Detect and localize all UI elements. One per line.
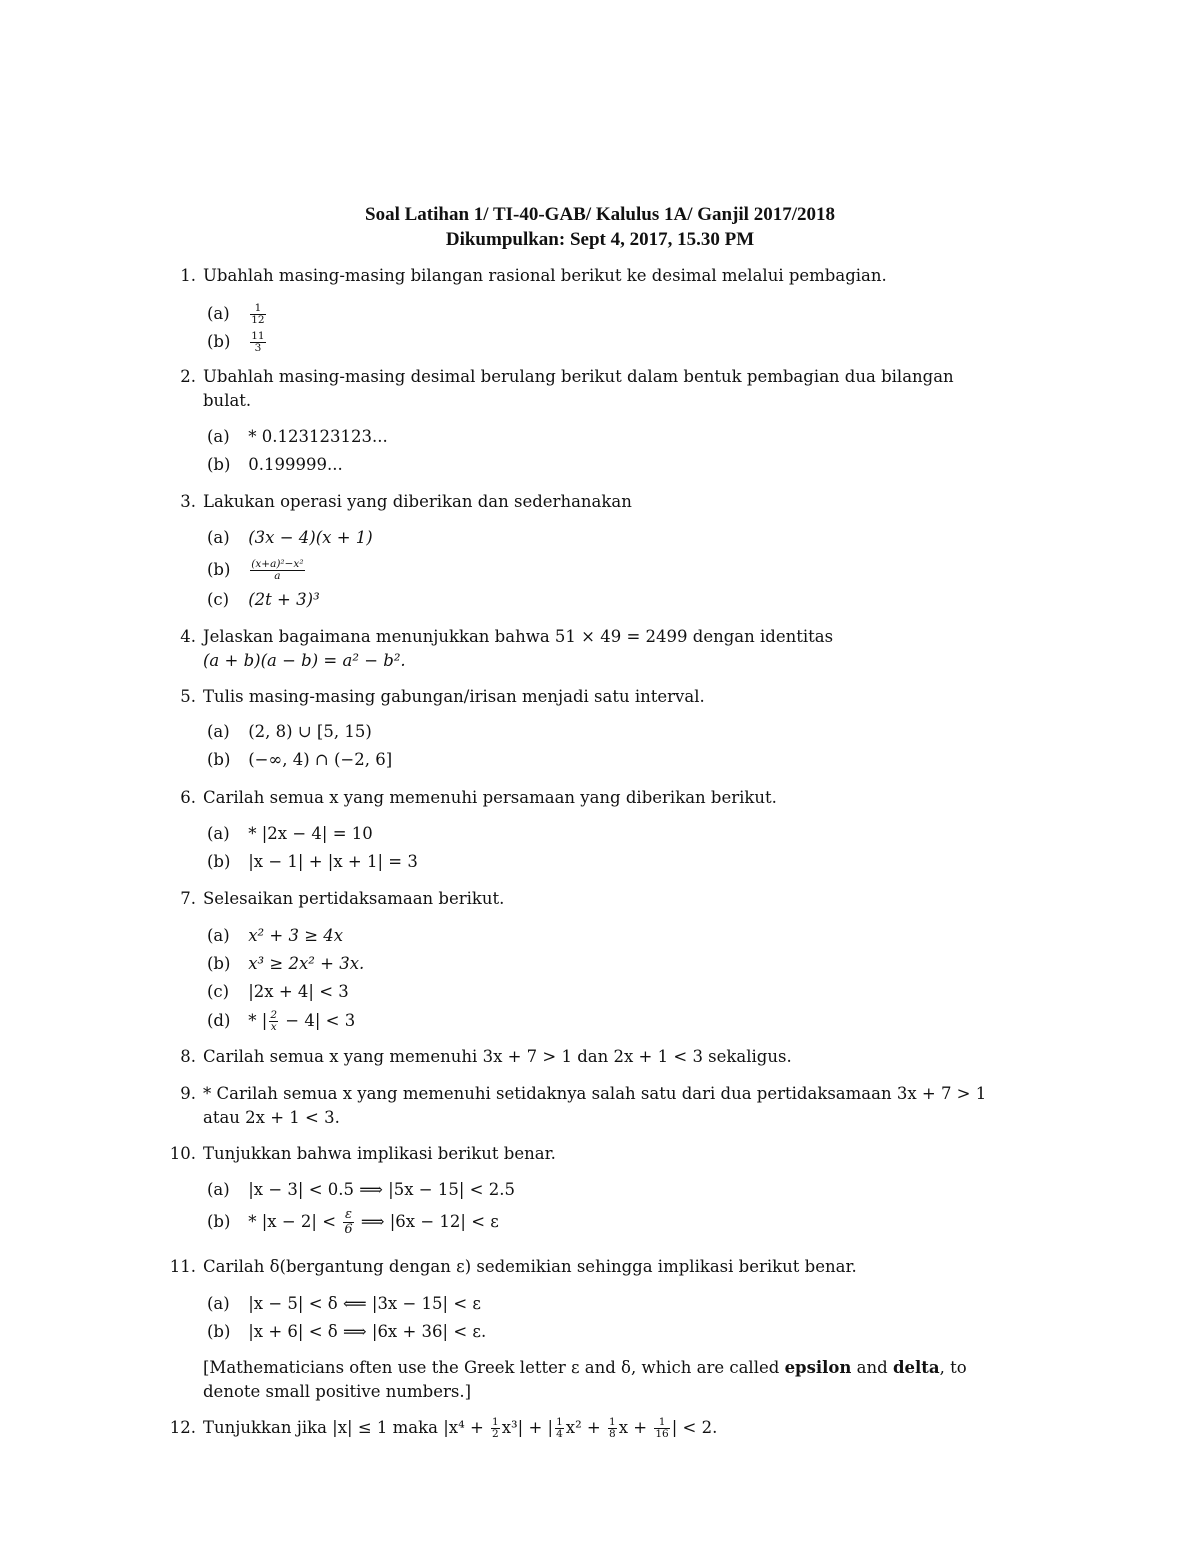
question-text: Carilah δ(bergantung dengan ε) sedemikian sehingga implikasi berikut benar.	[203, 1257, 857, 1276]
item-label: (a)	[207, 722, 230, 741]
question-11b	[207, 1320, 486, 1344]
item-label: (b)	[207, 954, 231, 973]
question-number: 9.	[180, 1084, 196, 1103]
item-label: (d)	[207, 1011, 231, 1030]
question-text-line2: (a + b)(a − b) = a² − b².	[203, 651, 406, 670]
question-text: Jelaskan bagaimana menunjukkan bahwa 51 × 49 = 2499 dengan identitas	[203, 627, 834, 646]
item-content: * |2x − 4| = 10	[248, 824, 373, 843]
question-2b	[207, 453, 343, 477]
item-label: (c)	[207, 590, 230, 609]
question-6a	[207, 822, 373, 846]
item-content: |x + 6| < δ ⟹ |6x + 36| < ε.	[248, 1322, 487, 1341]
item-label: (b)	[207, 1322, 231, 1341]
fraction: $\frac{2}{x}$	[270, 1009, 277, 1033]
question-number: 12.	[169, 1418, 196, 1437]
item-label: (b)	[207, 750, 231, 769]
question-text: Selesaikan pertidaksamaan berikut.	[203, 889, 505, 908]
question-text: Tunjukkan jika |x| ≤ 1 maka |x⁴ + $\frac{1}{2}$ x³| + | $\frac{1}{4}$ x² + $\frac{1}{8}$ x + $\frac{1}{16}$ | < 2.	[203, 1416, 718, 1440]
question-number: 2.	[180, 367, 196, 386]
item-content: (2, 8) ∪ [5, 15)	[248, 722, 372, 741]
question-text: * Carilah semua x yang memenuhi setidaknya salah satu dari dua pertidaksamaan 3x + 7 > 1 atau 2x + 1 < 3.	[203, 1084, 987, 1127]
item-label: (a)	[207, 824, 230, 843]
fraction: $\frac{1}{8}$	[609, 1416, 616, 1440]
question-text: Carilah semua x yang memenuhi persamaan yang diberikan berikut.	[203, 788, 777, 807]
question-7d: (d) * | $\frac{2}{x}$ − 4| < 3	[207, 1009, 356, 1033]
question-6b	[207, 850, 418, 874]
fraction: $\frac{11}{3}$	[251, 330, 265, 354]
question-text: Tunjukkan bahwa implikasi berikut benar.	[203, 1144, 556, 1163]
fraction: $\frac{1}{12}$	[251, 302, 265, 326]
item-content: |2x + 4| < 3	[248, 982, 349, 1001]
question-10b: (b) * |x − 2| < $\frac{\varepsilon}{6}$ ⟹ |6x − 12| < ε	[207, 1207, 499, 1237]
item-label: (a)	[207, 304, 230, 323]
item-label: (b)	[207, 1212, 231, 1231]
fraction: $\frac{\text{(x+a)²−x²}}{a}$	[251, 558, 304, 582]
question-5a	[207, 720, 372, 744]
item-content: x³ ≥ 2x² + 3x.	[248, 954, 365, 973]
item-label: (b)	[207, 852, 231, 871]
question-number: 8.	[180, 1047, 196, 1066]
fraction: $\frac{1}{2}$	[492, 1416, 499, 1440]
question-7c	[207, 980, 349, 1004]
question-number: 1.	[180, 266, 196, 285]
question-3c	[207, 588, 320, 612]
item-content: |x − 1| + |x + 1| = 3	[248, 852, 418, 871]
question-text: Carilah semua x yang memenuhi 3x + 7 > 1 dan 2x + 1 < 3 sekaligus.	[203, 1047, 792, 1066]
fraction: $\frac{\varepsilon}{6}$	[344, 1207, 353, 1237]
question-number: 5.	[180, 687, 196, 706]
question-text: Lakukan operasi yang diberikan dan sederhanakan	[203, 492, 632, 511]
question-number: 7.	[180, 889, 196, 908]
question-7b	[207, 952, 364, 976]
document-title: Soal Latihan 1/ TI-40-GAB/ Kalulus 1A/ Ganjil 2017/2018	[365, 204, 835, 225]
question-number: 3.	[180, 492, 196, 511]
fraction: $\frac{1}{4}$	[556, 1416, 563, 1440]
epsilon-delta-note: [Mathematicians often use the Greek letter ε and δ, which are called epsilon and delta, to denote small positive numbers.]	[203, 1358, 967, 1401]
question-7a	[207, 924, 343, 948]
item-content: (2t + 3)³	[248, 590, 320, 609]
question-number: 11.	[169, 1257, 196, 1276]
item-label: (c)	[207, 982, 230, 1001]
item-label: (b)	[207, 560, 231, 579]
question-number: 6.	[180, 788, 196, 807]
item-label: (a)	[207, 1180, 230, 1199]
item-content: (−∞, 4) ∩ (−2, 6]	[248, 750, 393, 769]
question-text: Ubahlah masing-masing bilangan rasional berikut ke desimal melalui pembagian.	[203, 266, 887, 285]
question-3b	[207, 558, 307, 582]
question-text: Ubahlah masing-masing desimal berulang berikut dalam bentuk pembagian dua bilangan bulat.	[203, 367, 954, 410]
question-1a	[207, 302, 268, 326]
item-content: x² + 3 ≥ 4x	[248, 926, 344, 945]
question-1b	[207, 330, 268, 354]
item-label: (a)	[207, 926, 230, 945]
item-content: |x − 3| < 0.5 ⟹ |5x − 15| < 2.5	[248, 1180, 515, 1199]
question-text: Tulis masing-masing gabungan/irisan menjadi satu interval.	[203, 687, 705, 706]
item-label: (a)	[207, 528, 230, 547]
question-11a	[207, 1292, 481, 1316]
item-content: 0.199999...	[248, 455, 343, 474]
question-number: 4.	[180, 627, 196, 646]
document-subtitle: Dikumpulkan: Sept 4, 2017, 15.30 PM	[445, 229, 755, 250]
question-3a	[207, 526, 373, 550]
question-10a	[207, 1178, 515, 1202]
question-number: 10.	[169, 1144, 196, 1163]
question-5b	[207, 748, 392, 772]
item-content: (3x − 4)(x + 1)	[248, 528, 373, 547]
item-label: (b)	[207, 332, 231, 351]
fraction: $\frac{1}{16}$	[655, 1416, 669, 1440]
item-label: (a)	[207, 427, 230, 446]
item-label: (a)	[207, 1294, 230, 1313]
item-content: * 0.123123123...	[248, 427, 388, 446]
item-content: |x − 5| < δ ⟸ |3x − 15| < ε	[248, 1294, 481, 1313]
question-2a	[207, 425, 388, 449]
item-label: (b)	[207, 455, 231, 474]
